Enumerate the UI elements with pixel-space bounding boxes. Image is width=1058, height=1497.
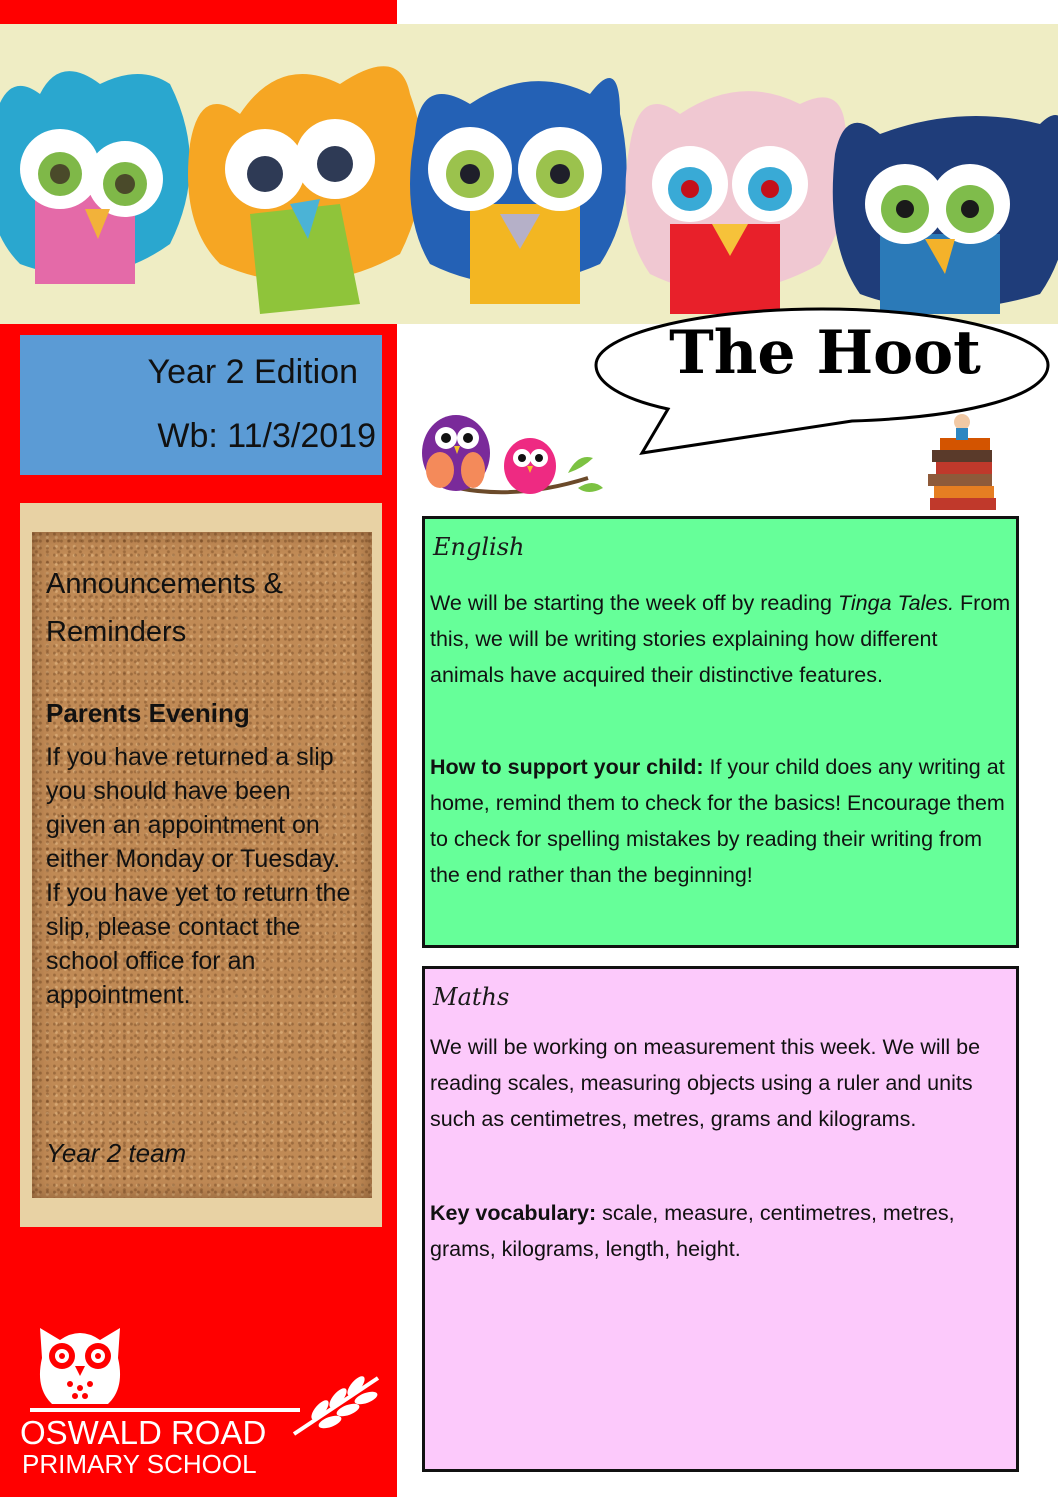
support-text: If your child does any writing at home, remind them to check for the basics! Encourage them to check for spelling mistakes by reading their writing from the end rather than the beginning!	[430, 755, 1005, 887]
book-stack-icon	[922, 408, 1002, 516]
support-label: How to support your child:	[430, 755, 704, 779]
english-section	[422, 516, 1019, 948]
english-paragraph	[430, 585, 1015, 693]
edition-box	[20, 335, 382, 475]
owl-banner-graphic	[0, 24, 1058, 324]
maths-paragraph: We will be working on measurement this week. We will be reading scales, measuring objects using a ruler and units such as centimetres, metres, grams and kilograms.	[430, 1035, 981, 1131]
maths-section	[422, 966, 1019, 1472]
vocab-label: Key vocabulary:	[430, 1201, 597, 1225]
edition-label: Year 2 Edition	[147, 353, 358, 391]
maths-heading: Maths	[433, 983, 510, 1011]
week-beginning-date: Wb: 11/3/2019	[157, 417, 376, 455]
owl-pair-icon	[418, 408, 608, 518]
school-name-line2: PRIMARY SCHOOL	[22, 1449, 257, 1479]
owl-5	[833, 115, 1058, 314]
english-text-start: We will be starting the week off by reading	[430, 591, 838, 615]
english-text-end: From this, we will be writing stories explaining how different animals have acquired their distinctive features.	[430, 591, 1011, 687]
owl-banner-photo	[0, 24, 1058, 324]
english-support-paragraph	[430, 749, 1015, 893]
maths-vocab-paragraph	[430, 1195, 1015, 1267]
newsletter-title: The Hoot	[669, 318, 981, 388]
book-title: Tinga Tales.	[837, 591, 955, 615]
announcement-signoff: Year 2 team	[46, 1138, 187, 1168]
school-name-line1: OSWALD ROAD	[20, 1414, 267, 1451]
parents-evening-heading: Parents Evening	[46, 698, 250, 728]
parents-evening-text: If you have returned a slip you should have been given an appointment on either Monday or Tuesday. If you have yet to return the slip, please contact the school office for an appointment.	[46, 743, 351, 1009]
laurel-icon	[290, 1370, 382, 1440]
vocab-text: scale, measure, centimetres, metres, grams, kilograms, length, height.	[430, 1201, 955, 1261]
english-heading: English	[433, 533, 525, 561]
announcements-title: Announcements & Reminders	[46, 568, 283, 648]
